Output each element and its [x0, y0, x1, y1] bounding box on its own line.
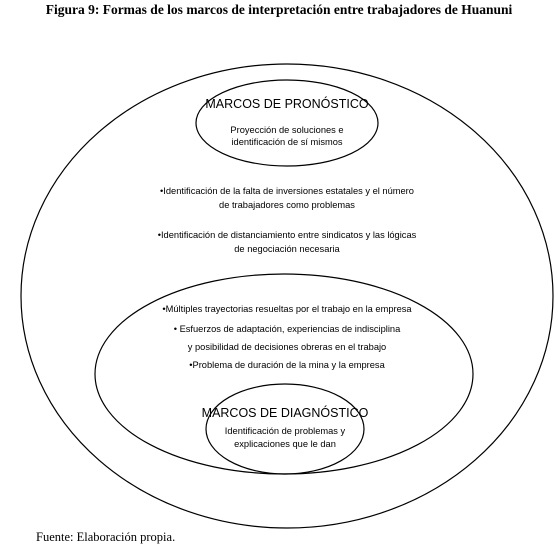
inner-bullet-1: •Múltiples trayectorias resueltas por el trabajo en la empresa — [162, 304, 412, 314]
inner-bullet-3: •Problema de duración de la mina y la empresa — [189, 360, 385, 370]
pronostico-heading: MARCOS DE PRONÓSTICO — [205, 97, 369, 111]
outer-bullet-2-line-1: •Identificación de distanciamiento entre sindicatos y las lógicas — [157, 230, 417, 240]
outer-bullet-2-line-2: de negociación necesaria — [234, 244, 340, 254]
diagnostico-line-2: explicaciones que le dan — [234, 439, 336, 449]
source-note: Fuente: Elaboración propia. — [36, 530, 176, 544]
outer-bullet-1-line-2: de trabajadores como problemas — [219, 200, 355, 210]
pronostico-line-1: Proyección de soluciones e — [230, 125, 344, 135]
inner-bullet-2-line-1: • Esfuerzos de adaptación, experiencias de indisciplina — [173, 324, 401, 334]
pronostico-line-2: identificación de sí mismos — [231, 137, 343, 147]
figure-title: Figura 9: Formas de los marcos de interpretación entre trabajadores de Huanuni — [45, 2, 513, 17]
diagnostico-line-1: Identificación de problemas y — [224, 426, 346, 436]
diagnostico-heading: MARCOS DE DIAGNÓSTICO — [201, 406, 369, 420]
inner-bullet-2-line-2: y posibilidad de decisiones obreras en el trabajo — [187, 342, 387, 352]
outer-bullet-1-line-1: •Identificación de la falta de inversiones estatales y el número — [160, 186, 414, 196]
